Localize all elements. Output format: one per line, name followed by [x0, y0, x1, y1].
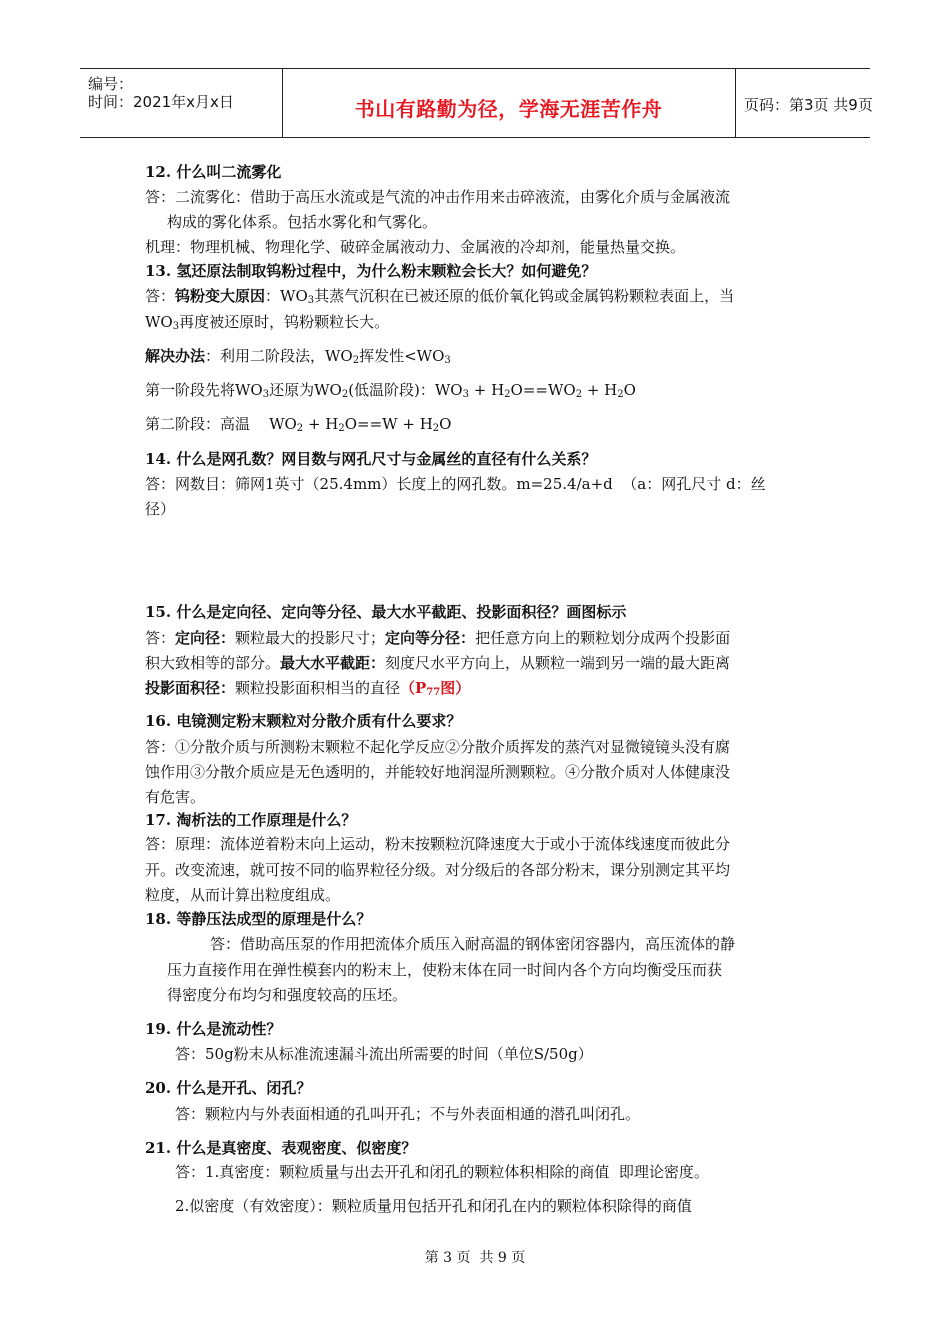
question-15-answer-line: [145, 678, 470, 698]
subscript: 3: [307, 295, 315, 306]
text: + H: [303, 415, 339, 433]
figure-reference: 图）: [440, 679, 471, 697]
text: + H: [582, 381, 618, 399]
header-motto: 书山有路勤为径，学海无涯苦作舟: [354, 97, 663, 121]
question-17-answer-line: 粒度，从而计算出粒度组成。: [145, 886, 341, 904]
question-13-stage-1: [145, 380, 636, 400]
question-14-title: 14. 什么是网孔数？网目数与网孔尺寸与金属丝的直径有什么关系？: [145, 450, 597, 468]
subscript: 2: [338, 423, 345, 434]
term-label: 定向等分径：: [385, 629, 476, 647]
question-14-answer-line: 答：网数目：筛网1英寸（25.4mm）长度上的网孔数。m=25.4/a+d （a：网孔尺寸 d：丝: [145, 475, 766, 493]
text: ：WO: [265, 287, 308, 305]
text: 还原为WO: [269, 381, 342, 399]
subscript: 2: [352, 355, 360, 366]
figure-reference: （P: [400, 679, 427, 697]
question-15-title: 15. 什么是定向径、定向等分径、最大水平截距、投影面积径？画图标示: [145, 603, 627, 621]
header-page-cell: [736, 69, 873, 137]
text: 颗粒最大的投影尺寸；: [235, 629, 386, 647]
question-17-answer-line: 答：原理：流体逆着粉末向上运动，粉末按颗粒沉降速度大于或小于流体线速度而彼此分: [145, 835, 731, 853]
text: 其蒸气沉积在已被还原的低价氧化钨或金属钨粉颗粒表面上，当: [314, 287, 735, 305]
text: 再度被还原时，钨粉颗粒长大。: [179, 313, 390, 331]
question-16-answer-line: 有危害。: [145, 788, 206, 806]
term-label: 最大水平截距：: [280, 654, 386, 672]
question-18-answer-line: 压力直接作用在弹性模套内的粉末上，使粉末体在同一时间内各个方向均衡受压而获: [167, 961, 723, 979]
text: 第二阶段：高温 WO: [145, 415, 297, 433]
text: O: [623, 381, 636, 399]
text: O: [439, 415, 452, 433]
question-16-title: 16. 电镜测定粉末颗粒对分散介质有什么要求？: [145, 712, 462, 730]
text: + H: [468, 381, 505, 399]
cause-label: 钨粉变大原因: [175, 287, 266, 305]
subscript: 77: [426, 687, 441, 698]
question-16-answer-line: 蚀作用③分散介质应是无色透明的，并能较好地润湿所测颗粒。④分散介质对人体健康没: [145, 763, 731, 781]
question-13-answer-line: [145, 312, 389, 332]
subscript: 2: [296, 423, 304, 434]
question-20-title: 20. 什么是开孔、闭孔？: [145, 1079, 312, 1097]
text: (低温阶段)：WO: [348, 381, 463, 399]
header-page-info: 页码：第3页 共9页: [744, 96, 873, 114]
question-13-answer-line: [145, 286, 734, 306]
subscript: 2: [341, 389, 349, 400]
question-17-title: 17. 淘析法的工作原理是什么？: [145, 811, 357, 829]
question-12-title: 12. 什么叫二流雾化: [145, 163, 282, 181]
subscript: 2: [504, 389, 511, 400]
question-18-answer-line: 得密度分布均匀和强度较高的压坯。: [167, 986, 408, 1004]
subscript: 2: [575, 389, 583, 400]
document-number-label: 编号：: [88, 75, 134, 93]
question-21-answer-line: 2.似密度（有效密度）：颗粒质量用包括开孔和闭孔在内的颗粒体积除得的商值: [175, 1197, 692, 1215]
header-meta-cell: [80, 69, 283, 137]
subscript: 3: [462, 389, 469, 400]
solution-label: 解决办法: [145, 347, 206, 365]
text: 颗粒投影面积相当的直径: [235, 679, 401, 697]
question-19-title: 19. 什么是流动性？: [145, 1020, 282, 1038]
question-21-answer-line: 答：1.真密度：颗粒质量与出去开孔和闭孔的颗粒体积相除的商值 即理论密度。: [175, 1163, 709, 1181]
text: 第一阶段先将WO: [145, 381, 263, 399]
question-12-answer-line: 构成的雾化体系。包括水雾化和气雾化。: [167, 213, 438, 231]
question-12-answer-line: 答：二流雾化：借助于高压水流或是气流的冲击作用来击碎液流，由雾化介质与金属液流: [145, 188, 731, 206]
question-17-answer-line: 开。改变流速，就可按不同的临界粒径分级。对分级后的各部分粉末，课分别测定其平均: [145, 861, 731, 879]
text: WO: [145, 313, 173, 331]
text: 积大致相等的部分。: [145, 654, 281, 672]
text: 刻度尺水平方向上，从颗粒一端到另一端的最大距离: [385, 654, 731, 672]
page-footer: 第 3 页 共 9 页: [424, 1250, 526, 1266]
subscript: 3: [444, 355, 451, 366]
answer-prefix: 答：: [145, 287, 176, 305]
question-18-title: 18. 等静压法成型的原理是什么？: [145, 910, 372, 928]
text: 挥发性<WO: [359, 347, 445, 365]
question-13-stage-2: [145, 414, 451, 434]
question-19-answer-line: 答：50g粉末从标准流速漏斗流出所需要的时间（单位S/50g）: [175, 1045, 593, 1063]
term-label: 定向径：: [175, 629, 236, 647]
question-14-answer-line: 径）: [145, 500, 176, 518]
subscript: 3: [172, 321, 180, 332]
document-time-label: 时间：2021年x月x日: [88, 93, 234, 111]
page-header: [80, 68, 873, 138]
question-21-title: 21. 什么是真密度、表观密度、似密度？: [145, 1139, 417, 1157]
text: O==WO: [510, 381, 576, 399]
question-15-answer-line: [145, 653, 730, 673]
text: ：利用二阶段法，WO: [205, 347, 353, 365]
question-18-answer-line: 答：借助高压泵的作用把流体介质压入耐高温的钢体密闭容器内，高压流体的静: [210, 935, 736, 953]
subscript: 2: [617, 389, 624, 400]
text: 把任意方向上的颗粒划分成两个投影面: [475, 629, 731, 647]
text: O==W + H: [344, 415, 433, 433]
header-motto-cell: [282, 69, 736, 137]
question-20-answer-line: 答：颗粒内与外表面相通的孔叫开孔；不与外表面相通的潜孔叫闭孔。: [175, 1105, 641, 1123]
question-13-title: 13. 氢还原法制取钨粉过程中，为什么粉末颗粒会长大？如何避免？: [145, 262, 597, 280]
term-label: 投影面积径：: [145, 679, 236, 697]
question-12-mechanism: 机理：物理机械、物理化学、破碎金属液动力、金属液的冷却剂，能量热量交换。: [145, 238, 686, 256]
subscript: 2: [432, 423, 440, 434]
question-13-solution: [145, 346, 451, 366]
question-16-answer-line: 答：①分散介质与所测粉末颗粒不起化学反应②分散介质挥发的蒸汽对显微镜镜头没有腐: [145, 738, 731, 756]
answer-prefix: 答：: [145, 629, 176, 647]
question-15-answer-line: [145, 628, 730, 648]
subscript: 3: [262, 389, 270, 400]
